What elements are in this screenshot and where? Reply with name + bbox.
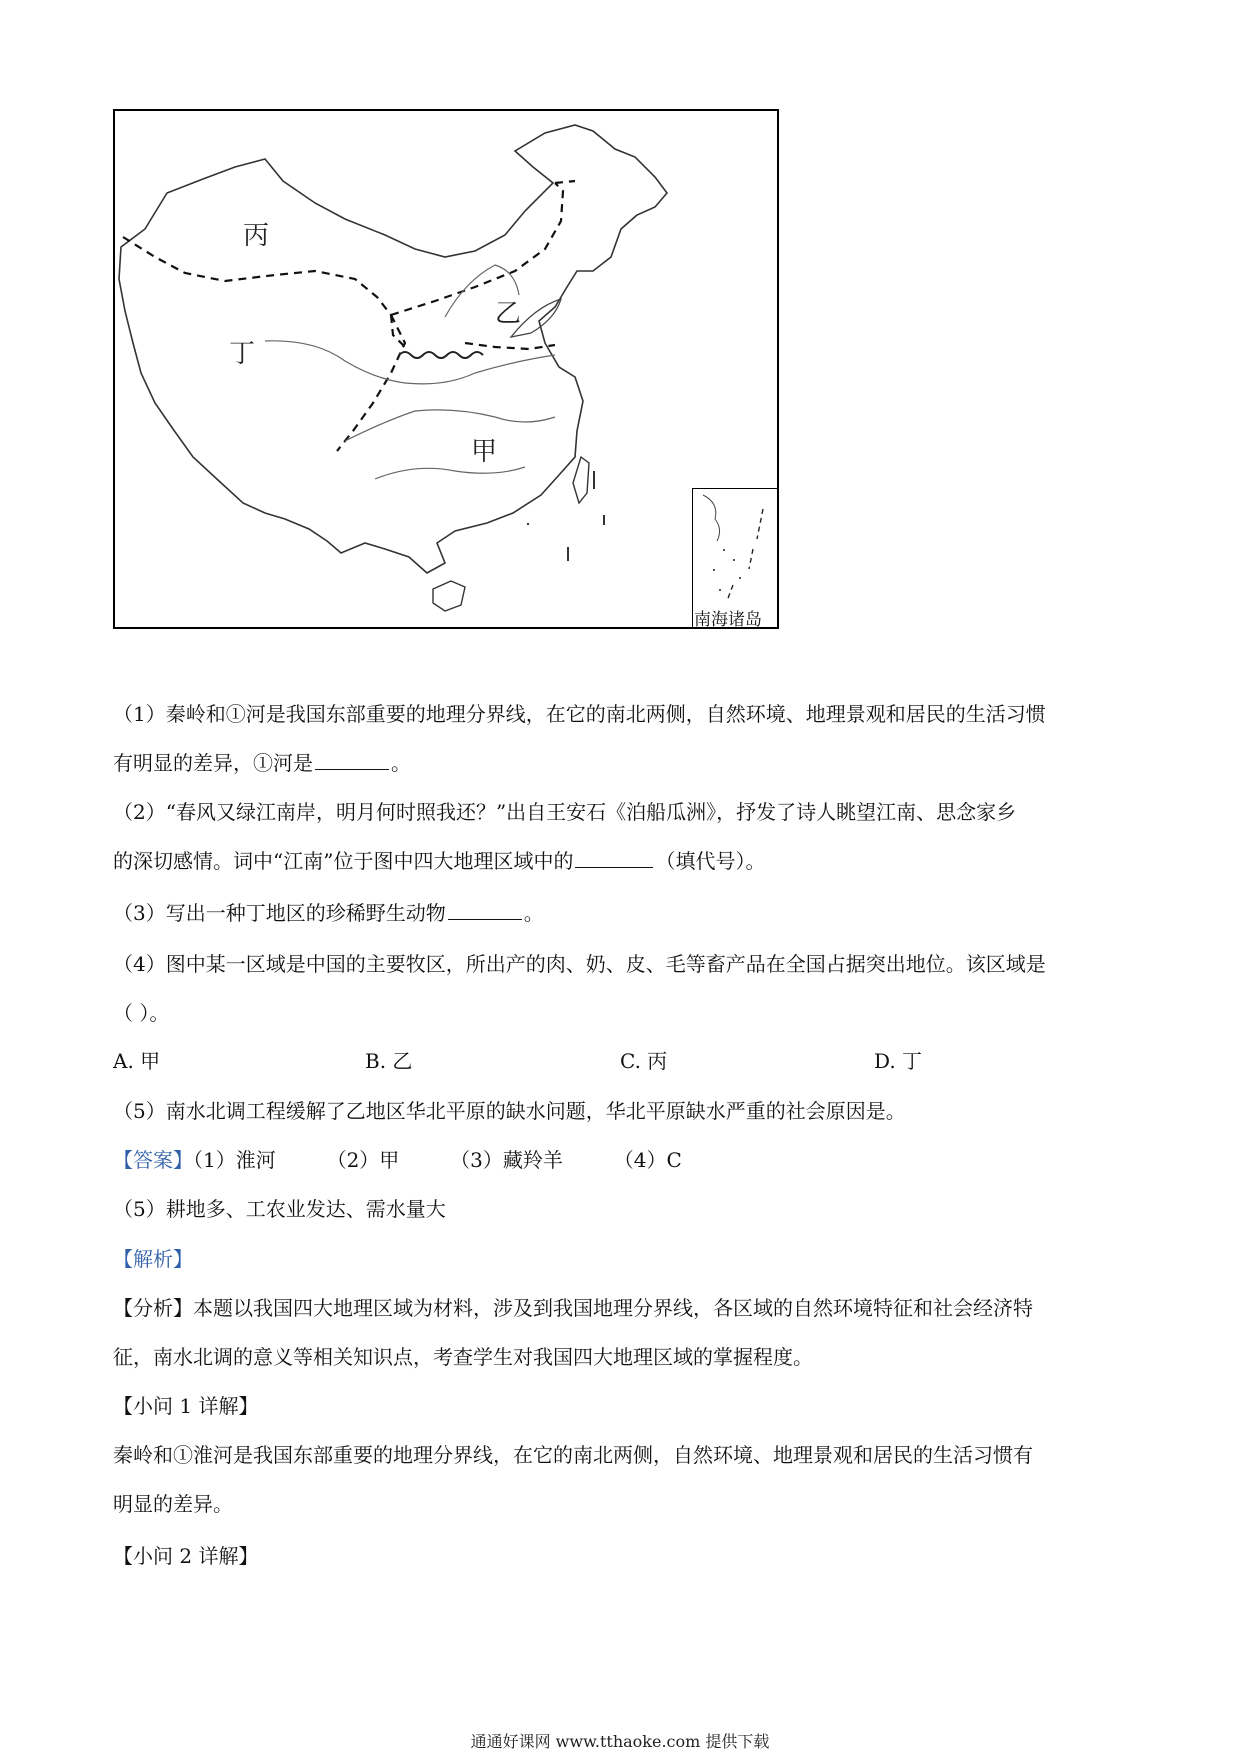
region-label-jia: 甲 xyxy=(471,437,498,467)
china-outline xyxy=(119,125,667,573)
analysis-tag: 【解析】 xyxy=(113,1247,193,1271)
answer-tag: 【答案】 xyxy=(113,1148,193,1172)
option-c: C. 丙 xyxy=(620,1049,668,1073)
q3-suffix: 。 xyxy=(523,901,544,925)
q1-line2-suffix: 。 xyxy=(391,751,411,775)
answer-items: （1）淮河 （2）甲 （3）藏羚羊 （4）C xyxy=(193,1148,682,1172)
q1-answer-blank xyxy=(315,768,389,770)
option-d: D. 丁 xyxy=(874,1049,923,1073)
answer-line1 xyxy=(113,1150,682,1170)
q5-line: （5）南水北调工程缓解了乙地区华北平原的缺水问题，华北平原缺水严重的社会原因是。 xyxy=(113,1099,906,1123)
region-label-ding: 丁 xyxy=(229,339,256,369)
q3-answer-blank xyxy=(448,918,522,920)
qinling-line xyxy=(399,352,483,358)
china-region-map xyxy=(113,109,779,629)
region-label-yi: 乙 xyxy=(495,299,522,329)
analysis-intro-tag: 【分析】 xyxy=(113,1296,193,1320)
east-sea-islands xyxy=(527,471,605,561)
q2-line1: （2）“春风又绿江南岸，明月何时照我还？”出自王安石《泊船瓜洲》，抒发了诗人眺望江南、思念家乡 xyxy=(113,800,1017,824)
sub1-line2: 明显的差异。 xyxy=(113,1492,233,1516)
region-label-bing: 丙 xyxy=(243,221,270,251)
q4-line2: （ ）。 xyxy=(113,1001,170,1025)
map-drawing xyxy=(115,111,777,627)
q4-line1: （4）图中某一区域是中国的主要牧区，所出产的肉、奶、皮、毛等畜产品在全国占据突出地位。该区域是 xyxy=(113,952,1046,976)
page-footer: 通通好课网 www.tthaoke.com 提供下载 xyxy=(470,1732,770,1751)
rivers xyxy=(265,265,555,479)
q3-prefix: （3）写出一种丁地区的珍稀野生动物 xyxy=(113,901,446,925)
analysis-intro-line2: 征，南水北调的意义等相关知识点，考查学生对我国四大地理区域的掌握程度。 xyxy=(113,1345,813,1369)
sub1-title: 【小问 1 详解】 xyxy=(113,1394,259,1418)
q1-line2 xyxy=(113,753,411,773)
q2-line2 xyxy=(113,851,765,871)
analysis-intro-text: 本题以我国四大地理区域为材料，涉及到我国地理分界线，各区域的自然环境特征和社会经济特 xyxy=(193,1296,1033,1320)
q2-line2-prefix: 的深切感情。词中“江南”位于图中四大地理区域中的 xyxy=(113,849,574,873)
sub1-line1: 秦岭和①淮河是我国东部重要的地理分界线，在它的南北两侧，自然环境、地理景观和居民的生活习惯有 xyxy=(113,1443,1033,1467)
answer-line2: （5）耕地多、工农业发达、需水量大 xyxy=(113,1197,446,1221)
q1-line1: （1）秦岭和①河是我国东部重要的地理分界线，在它的南北两侧，自然环境、地理景观和居民的生活习惯 xyxy=(113,702,1046,726)
q1-line2-prefix: 有明显的差异，①河是 xyxy=(113,751,313,775)
taiwan-outline xyxy=(573,457,589,503)
south-sea-islands-label: 南海诸岛 xyxy=(694,610,762,630)
option-a: A. 甲 xyxy=(113,1049,161,1073)
sub2-title: 【小问 2 详解】 xyxy=(113,1544,259,1568)
analysis-intro-line1 xyxy=(113,1298,1033,1318)
q2-line2-suffix: （填代号）。 xyxy=(655,849,766,873)
q3-line xyxy=(113,903,544,923)
hainan-outline xyxy=(433,581,465,611)
option-b: B. 乙 xyxy=(365,1049,413,1073)
q2-answer-blank xyxy=(575,866,653,868)
